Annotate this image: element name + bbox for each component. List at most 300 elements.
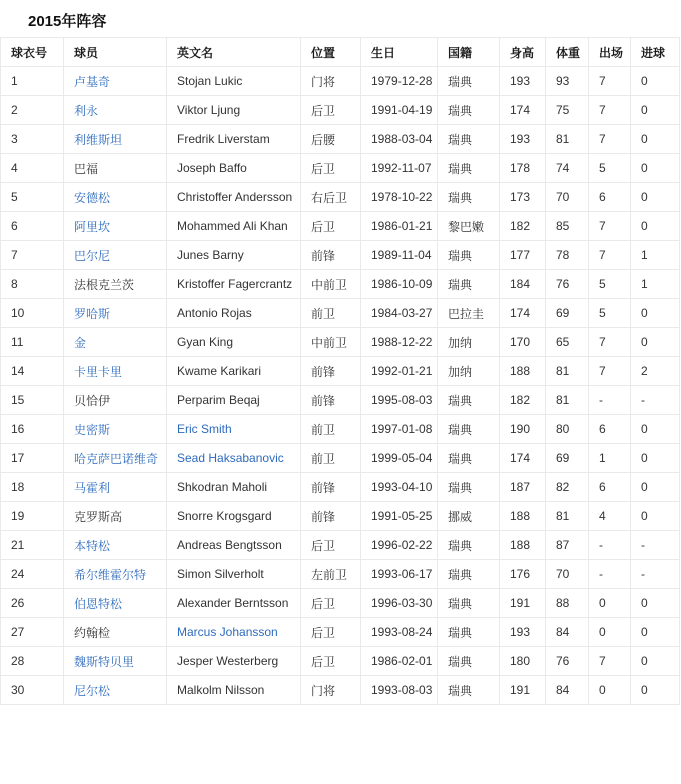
height-cell: 188 (500, 357, 546, 386)
player-name-cell (64, 270, 167, 299)
player-name: 约翰检 (74, 625, 111, 640)
player-name[interactable]: 哈克萨巴诺维奇 (74, 451, 159, 466)
english-name-cell (167, 473, 301, 502)
english-name-cell (167, 154, 301, 183)
goals-cell: 0 (631, 328, 680, 357)
jersey-number-cell: 30 (1, 676, 64, 705)
position-cell: 前卫 (301, 444, 361, 473)
goals-cell: 0 (631, 473, 680, 502)
table-row (1, 125, 680, 154)
english-name: Snorre Krogsgard (177, 509, 272, 523)
english-name-cell (167, 531, 301, 560)
height-cell: 184 (500, 270, 546, 299)
position-cell: 中前卫 (301, 270, 361, 299)
goals-cell: - (631, 531, 680, 560)
birthday-cell: 1989-11-04 (361, 241, 438, 270)
appearances-cell: 6 (589, 473, 631, 502)
height-cell: 191 (500, 676, 546, 705)
player-name-cell (64, 502, 167, 531)
jersey-number-cell: 4 (1, 154, 64, 183)
table-row (1, 560, 680, 589)
height-cell: 182 (500, 386, 546, 415)
player-name-cell (64, 589, 167, 618)
jersey-number-cell: 1 (1, 67, 64, 96)
nationality-cell: 瑞典 (438, 125, 500, 154)
player-name-cell (64, 531, 167, 560)
jersey-number-cell: 6 (1, 212, 64, 241)
player-name[interactable]: 安德松 (74, 190, 111, 205)
player-name-cell (64, 328, 167, 357)
player-name[interactable]: 罗哈斯 (74, 306, 111, 321)
english-name: Christoffer Andersson (177, 190, 293, 204)
nationality-cell: 巴拉圭 (438, 299, 500, 328)
goals-cell: 0 (631, 183, 680, 212)
birthday-cell: 1984-03-27 (361, 299, 438, 328)
english-name: Gyan King (177, 335, 234, 349)
goals-cell: 0 (631, 647, 680, 676)
height-cell: 191 (500, 589, 546, 618)
goals-cell: 0 (631, 125, 680, 154)
english-name: Junes Barny (177, 248, 244, 262)
table-row (1, 502, 680, 531)
english-name-cell (167, 328, 301, 357)
english-name-cell (167, 386, 301, 415)
height-cell: 190 (500, 415, 546, 444)
birthday-cell: 1986-10-09 (361, 270, 438, 299)
appearances-cell: 7 (589, 647, 631, 676)
english-name[interactable]: Eric Smith (177, 422, 232, 436)
nationality-cell: 瑞典 (438, 589, 500, 618)
birthday-cell: 1991-05-25 (361, 502, 438, 531)
player-name[interactable]: 金 (74, 335, 87, 350)
height-cell: 187 (500, 473, 546, 502)
jersey-number-cell: 10 (1, 299, 64, 328)
table-row (1, 415, 680, 444)
position-cell: 后卫 (301, 647, 361, 676)
player-name[interactable]: 卢基奇 (74, 74, 111, 89)
goals-cell: 0 (631, 589, 680, 618)
goals-cell: 0 (631, 67, 680, 96)
birthday-cell: 1986-02-01 (361, 647, 438, 676)
table-row (1, 67, 680, 96)
weight-cell: 81 (546, 357, 589, 386)
column-header-birthday: 生日 (361, 38, 438, 67)
player-name[interactable]: 卡里卡里 (74, 364, 123, 379)
appearances-cell: - (589, 531, 631, 560)
column-header-weight: 体重 (546, 38, 589, 67)
jersey-number-cell: 26 (1, 589, 64, 618)
player-name[interactable]: 阿里坎 (74, 219, 111, 234)
goals-cell: 2 (631, 357, 680, 386)
english-name-cell (167, 589, 301, 618)
english-name-cell (167, 183, 301, 212)
english-name-cell (167, 241, 301, 270)
height-cell: 182 (500, 212, 546, 241)
table-row (1, 531, 680, 560)
table-row (1, 96, 680, 125)
column-header-jersey-number: 球衣号 (1, 38, 64, 67)
player-name-cell (64, 125, 167, 154)
jersey-number-cell: 24 (1, 560, 64, 589)
jersey-number-cell: 28 (1, 647, 64, 676)
english-name: Simon Silverholt (177, 567, 264, 581)
goals-cell: - (631, 560, 680, 589)
nationality-cell: 挪威 (438, 502, 500, 531)
weight-cell: 84 (546, 676, 589, 705)
english-name[interactable]: Sead Haksabanovic (177, 451, 284, 465)
height-cell: 174 (500, 299, 546, 328)
table-row (1, 241, 680, 270)
table-row (1, 328, 680, 357)
goals-cell: 0 (631, 502, 680, 531)
weight-cell: 93 (546, 67, 589, 96)
english-name-cell (167, 560, 301, 589)
player-name-cell (64, 386, 167, 415)
position-cell: 中前卫 (301, 328, 361, 357)
appearances-cell: - (589, 386, 631, 415)
birthday-cell: 1997-01-08 (361, 415, 438, 444)
weight-cell: 76 (546, 270, 589, 299)
player-name: 巴福 (74, 161, 99, 176)
appearances-cell: 7 (589, 357, 631, 386)
english-name: Viktor Ljung (177, 103, 241, 117)
table-row (1, 154, 680, 183)
appearances-cell: 6 (589, 415, 631, 444)
position-cell: 右后卫 (301, 183, 361, 212)
player-name[interactable]: 尼尔松 (74, 683, 111, 698)
position-cell: 门将 (301, 67, 361, 96)
squad-roster-table (0, 37, 680, 705)
jersey-number-cell: 18 (1, 473, 64, 502)
player-name[interactable]: 利永 (74, 103, 99, 118)
weight-cell: 65 (546, 328, 589, 357)
position-cell: 左前卫 (301, 560, 361, 589)
jersey-number-cell: 14 (1, 357, 64, 386)
goals-cell: - (631, 386, 680, 415)
appearances-cell: 0 (589, 589, 631, 618)
english-name: Perparim Beqaj (177, 393, 260, 407)
table-row (1, 618, 680, 647)
birthday-cell: 1993-08-24 (361, 618, 438, 647)
player-name-cell (64, 212, 167, 241)
weight-cell: 69 (546, 444, 589, 473)
english-name: Kwame Karikari (177, 364, 262, 378)
player-name[interactable]: 利维斯坦 (74, 132, 123, 147)
height-cell: 170 (500, 328, 546, 357)
jersey-number-cell: 11 (1, 328, 64, 357)
position-cell: 前卫 (301, 415, 361, 444)
nationality-cell: 瑞典 (438, 676, 500, 705)
goals-cell: 1 (631, 241, 680, 270)
height-cell: 178 (500, 154, 546, 183)
english-name[interactable]: Marcus Johansson (177, 625, 278, 639)
english-name: Andreas Bengtsson (177, 538, 282, 552)
weight-cell: 82 (546, 473, 589, 502)
player-name-cell (64, 299, 167, 328)
goals-cell: 0 (631, 96, 680, 125)
player-name-cell (64, 96, 167, 125)
column-header-appearances: 出场 (589, 38, 631, 67)
weight-cell: 88 (546, 589, 589, 618)
player-name-cell (64, 415, 167, 444)
english-name-cell (167, 618, 301, 647)
table-row (1, 357, 680, 386)
player-name[interactable]: 魏斯特贝里 (74, 654, 135, 669)
column-header-player: 球员 (64, 38, 167, 67)
english-name: Fredrik Liverstam (177, 132, 270, 146)
table-row (1, 183, 680, 212)
birthday-cell: 1979-12-28 (361, 67, 438, 96)
player-name: 克罗斯高 (74, 509, 123, 524)
weight-cell: 84 (546, 618, 589, 647)
player-name-cell (64, 618, 167, 647)
nationality-cell: 瑞典 (438, 183, 500, 212)
weight-cell: 81 (546, 386, 589, 415)
birthday-cell: 1999-05-04 (361, 444, 438, 473)
appearances-cell: 6 (589, 183, 631, 212)
height-cell: 193 (500, 618, 546, 647)
english-name: Joseph Baffo (177, 161, 247, 175)
table-row (1, 212, 680, 241)
goals-cell: 0 (631, 676, 680, 705)
english-name-cell (167, 67, 301, 96)
birthday-cell: 1993-08-03 (361, 676, 438, 705)
player-name: 法根克兰茨 (74, 277, 135, 292)
column-header-english-name: 英文名 (167, 38, 301, 67)
player-name-cell (64, 473, 167, 502)
weight-cell: 80 (546, 415, 589, 444)
height-cell: 174 (500, 96, 546, 125)
jersey-number-cell: 15 (1, 386, 64, 415)
nationality-cell: 瑞典 (438, 67, 500, 96)
appearances-cell: 5 (589, 299, 631, 328)
appearances-cell: 7 (589, 125, 631, 154)
appearances-cell: 5 (589, 154, 631, 183)
english-name-cell (167, 212, 301, 241)
goals-cell: 0 (631, 299, 680, 328)
player-name[interactable]: 史密斯 (74, 422, 111, 437)
weight-cell: 70 (546, 560, 589, 589)
roster-table-body (1, 67, 680, 705)
birthday-cell: 1993-06-17 (361, 560, 438, 589)
weight-cell: 81 (546, 502, 589, 531)
nationality-cell: 瑞典 (438, 444, 500, 473)
nationality-cell: 瑞典 (438, 415, 500, 444)
goals-cell: 0 (631, 618, 680, 647)
position-cell: 前锋 (301, 473, 361, 502)
position-cell: 前锋 (301, 241, 361, 270)
jersey-number-cell: 17 (1, 444, 64, 473)
nationality-cell: 加纳 (438, 357, 500, 386)
height-cell: 176 (500, 560, 546, 589)
english-name: Kristoffer Fagercrantz (177, 277, 293, 291)
english-name-cell (167, 357, 301, 386)
jersey-number-cell: 2 (1, 96, 64, 125)
weight-cell: 74 (546, 154, 589, 183)
height-cell: 188 (500, 531, 546, 560)
weight-cell: 69 (546, 299, 589, 328)
goals-cell: 0 (631, 154, 680, 183)
appearances-cell: 4 (589, 502, 631, 531)
position-cell: 后卫 (301, 96, 361, 125)
jersey-number-cell: 21 (1, 531, 64, 560)
jersey-number-cell: 27 (1, 618, 64, 647)
height-cell: 173 (500, 183, 546, 212)
appearances-cell: 1 (589, 444, 631, 473)
height-cell: 193 (500, 67, 546, 96)
player-name-cell (64, 67, 167, 96)
appearances-cell: 5 (589, 270, 631, 299)
nationality-cell: 加纳 (438, 328, 500, 357)
english-name: Stojan Lukic (177, 74, 243, 88)
table-row (1, 647, 680, 676)
player-name-cell (64, 241, 167, 270)
birthday-cell: 1996-03-30 (361, 589, 438, 618)
weight-cell: 76 (546, 647, 589, 676)
appearances-cell: - (589, 560, 631, 589)
player-name-cell (64, 444, 167, 473)
position-cell: 后卫 (301, 618, 361, 647)
jersey-number-cell: 8 (1, 270, 64, 299)
table-row (1, 299, 680, 328)
nationality-cell: 瑞典 (438, 618, 500, 647)
player-name[interactable]: 马霍利 (74, 480, 111, 495)
position-cell: 后卫 (301, 154, 361, 183)
english-name: Antonio Rojas (177, 306, 252, 320)
nationality-cell: 黎巴嫩 (438, 212, 500, 241)
english-name-cell (167, 270, 301, 299)
column-header-height: 身高 (500, 38, 546, 67)
height-cell: 174 (500, 444, 546, 473)
goals-cell: 0 (631, 444, 680, 473)
height-cell: 188 (500, 502, 546, 531)
appearances-cell: 7 (589, 67, 631, 96)
appearances-cell: 7 (589, 241, 631, 270)
jersey-number-cell: 3 (1, 125, 64, 154)
english-name-cell (167, 125, 301, 154)
nationality-cell: 瑞典 (438, 473, 500, 502)
player-name-cell (64, 154, 167, 183)
birthday-cell: 1988-12-22 (361, 328, 438, 357)
weight-cell: 78 (546, 241, 589, 270)
english-name-cell (167, 647, 301, 676)
position-cell: 后卫 (301, 212, 361, 241)
birthday-cell: 1988-03-04 (361, 125, 438, 154)
jersey-number-cell: 5 (1, 183, 64, 212)
appearances-cell: 7 (589, 96, 631, 125)
goals-cell: 0 (631, 212, 680, 241)
player-name-cell (64, 676, 167, 705)
appearances-cell: 0 (589, 676, 631, 705)
english-name: Malkolm Nilsson (177, 683, 265, 697)
position-cell: 前锋 (301, 502, 361, 531)
english-name-cell (167, 676, 301, 705)
height-cell: 177 (500, 241, 546, 270)
table-row (1, 386, 680, 415)
weight-cell: 87 (546, 531, 589, 560)
english-name: Jesper Westerberg (177, 654, 279, 668)
page-title: 2015年阵容 (28, 13, 107, 30)
nationality-cell: 瑞典 (438, 270, 500, 299)
english-name-cell (167, 415, 301, 444)
table-header (1, 38, 680, 67)
column-header-position: 位置 (301, 38, 361, 67)
english-name-cell (167, 444, 301, 473)
birthday-cell: 1978-10-22 (361, 183, 438, 212)
player-name[interactable]: 希尔维霍尔特 (74, 567, 147, 582)
column-header-goals: 进球 (631, 38, 680, 67)
table-row (1, 270, 680, 299)
jersey-number-cell: 19 (1, 502, 64, 531)
nationality-cell: 瑞典 (438, 560, 500, 589)
player-name[interactable]: 伯恩特松 (74, 596, 123, 611)
english-name-cell (167, 96, 301, 125)
column-header-nationality: 国籍 (438, 38, 500, 67)
table-row (1, 444, 680, 473)
nationality-cell: 瑞典 (438, 96, 500, 125)
birthday-cell: 1986-01-21 (361, 212, 438, 241)
player-name[interactable]: 本特松 (74, 538, 111, 553)
table-row (1, 589, 680, 618)
jersey-number-cell: 16 (1, 415, 64, 444)
height-cell: 180 (500, 647, 546, 676)
appearances-cell: 0 (589, 618, 631, 647)
player-name[interactable]: 巴尔尼 (74, 248, 111, 263)
position-cell: 后腰 (301, 125, 361, 154)
birthday-cell: 1991-04-19 (361, 96, 438, 125)
weight-cell: 70 (546, 183, 589, 212)
appearances-cell: 7 (589, 212, 631, 241)
player-name-cell (64, 183, 167, 212)
header-row (1, 38, 680, 67)
weight-cell: 81 (546, 125, 589, 154)
player-name-cell (64, 357, 167, 386)
english-name: Shkodran Maholi (177, 480, 268, 494)
english-name-cell (167, 502, 301, 531)
birthday-cell: 1992-01-21 (361, 357, 438, 386)
player-name-cell (64, 560, 167, 589)
position-cell: 前卫 (301, 299, 361, 328)
position-cell: 前锋 (301, 357, 361, 386)
table-row (1, 473, 680, 502)
birthday-cell: 1996-02-22 (361, 531, 438, 560)
nationality-cell: 瑞典 (438, 241, 500, 270)
goals-cell: 1 (631, 270, 680, 299)
position-cell: 后卫 (301, 589, 361, 618)
height-cell: 193 (500, 125, 546, 154)
table-row (1, 676, 680, 705)
english-name: Mohammed Ali Khan (177, 219, 288, 233)
goals-cell: 0 (631, 415, 680, 444)
position-cell: 后卫 (301, 531, 361, 560)
birthday-cell: 1995-08-03 (361, 386, 438, 415)
nationality-cell: 瑞典 (438, 647, 500, 676)
jersey-number-cell: 7 (1, 241, 64, 270)
player-name-cell (64, 647, 167, 676)
birthday-cell: 1993-04-10 (361, 473, 438, 502)
position-cell: 前锋 (301, 386, 361, 415)
nationality-cell: 瑞典 (438, 154, 500, 183)
english-name: Alexander Berntsson (177, 596, 289, 610)
player-name: 贝恰伊 (74, 393, 111, 408)
weight-cell: 75 (546, 96, 589, 125)
nationality-cell: 瑞典 (438, 386, 500, 415)
english-name-cell (167, 299, 301, 328)
birthday-cell: 1992-11-07 (361, 154, 438, 183)
weight-cell: 85 (546, 212, 589, 241)
appearances-cell: 7 (589, 328, 631, 357)
position-cell: 门将 (301, 676, 361, 705)
